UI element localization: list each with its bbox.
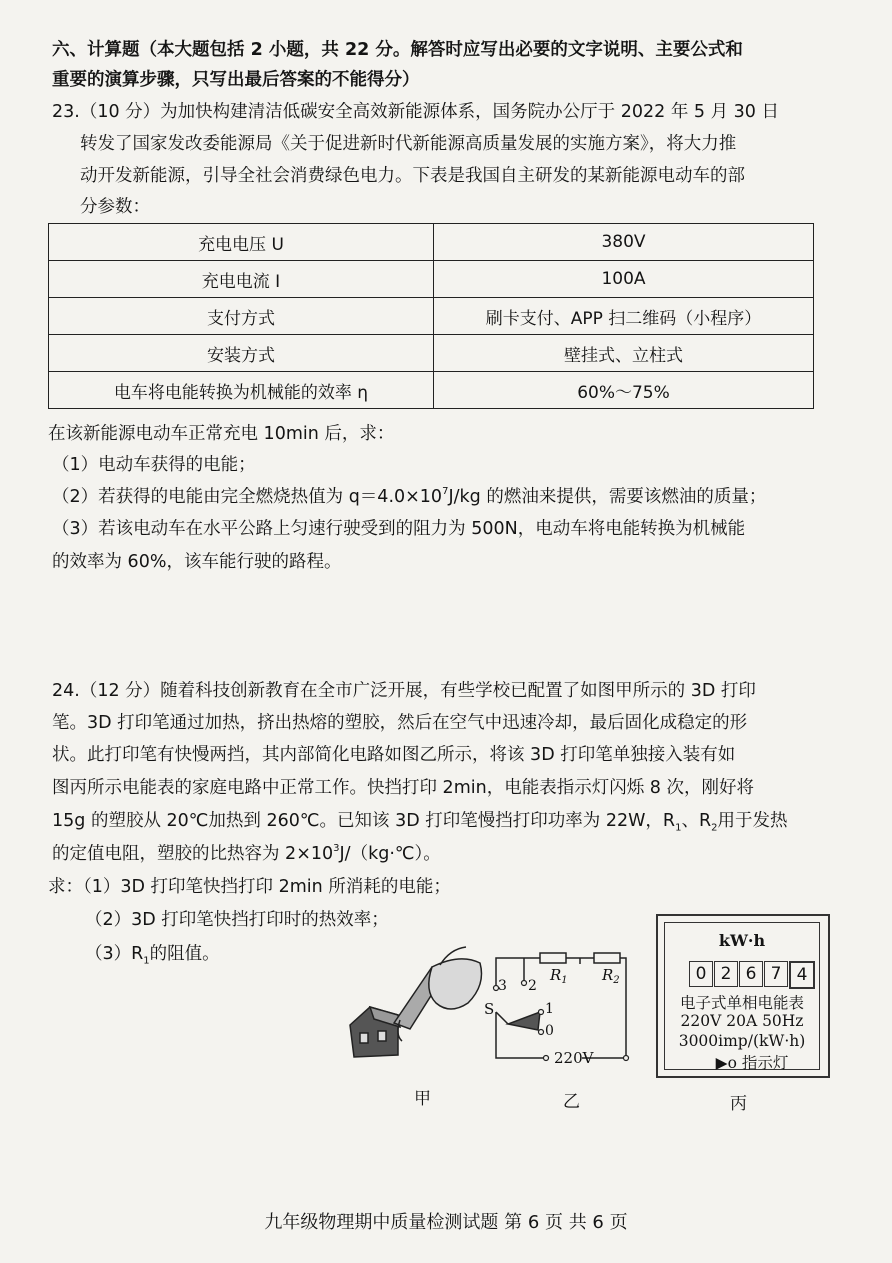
q23-stem-line2: 转发了国家发改委能源局《关于促进新时代新能源高质量发展的实施方案》，将大力推 xyxy=(80,134,737,154)
table-cell: 支付方式 xyxy=(49,298,434,335)
resistor-r1 xyxy=(540,953,566,963)
table-row xyxy=(49,372,814,409)
terminal-right xyxy=(624,1056,629,1061)
meter-digit-decimal: 4 xyxy=(789,961,815,989)
q23-after-table: 在该新能源电动车正常充电 10min 后，求： xyxy=(48,424,395,444)
table-row xyxy=(49,224,814,261)
label-contact-2: 2 xyxy=(528,978,537,994)
q24-ask: 求：（1）3D 打印笔快挡打印 2min 所消耗的电能； xyxy=(48,877,451,897)
q23-stem-line4: 分参数： xyxy=(80,197,150,217)
switch-blade xyxy=(508,1012,540,1030)
label-r1: $R_1$ xyxy=(550,966,568,986)
electricity-meter xyxy=(656,914,830,1078)
table-cell: 刷卡支付、APP 扫二维码（小程序） xyxy=(434,298,814,335)
q24-stem-line1: 24.（12 分）随着科技创新教育在全市广泛开展，有些学校已配置了如图甲所示的 3D 打印 xyxy=(52,681,756,701)
meter-digit: 0 xyxy=(689,961,713,987)
table-cell: 充电电压 U xyxy=(49,224,434,261)
meter-digits xyxy=(689,961,816,989)
contact-1 xyxy=(539,1010,544,1015)
meter-ratings: 220V 20A 50Hz xyxy=(680,1012,804,1030)
label-voltage: 220V xyxy=(554,1049,594,1067)
contact-2 xyxy=(522,981,527,986)
q23-stem-line1: 23.（10 分）为加快构建清洁低碳安全高效新能源体系，国务院办公厅于 2022 年 5 月 30 日 xyxy=(52,102,779,122)
table-cell: 安装方式 xyxy=(49,335,434,372)
q24-part2: （2）3D 打印笔快挡打印时的热效率； xyxy=(85,910,389,930)
table-row xyxy=(49,298,814,335)
table-row xyxy=(49,335,814,372)
figure-label-jia: 甲 xyxy=(414,1089,431,1109)
q23-part2: （2）若获得的电能由完全燃烧热值为 $q=4.0\times 10^7J/kg$ 的燃油来提供，需要该燃油的质量； xyxy=(52,486,767,507)
table-row xyxy=(49,261,814,298)
meter-indicator: ▶o 指示灯 xyxy=(715,1054,789,1072)
q24-part3: $(3)R_1$的阻值。 xyxy=(85,944,220,967)
printed-model xyxy=(350,1007,400,1057)
figure-label-bing: 丙 xyxy=(730,1094,747,1114)
table-cell: 充电电流 I xyxy=(49,261,434,298)
meter-name: 电子式单相电能表 xyxy=(679,994,804,1012)
table-cell: 电车将电能转换为机械能的效率 η xyxy=(49,372,434,409)
meter-panel xyxy=(664,922,820,1070)
q24-stem-line2: 笔。3D 打印笔通过加热，挤出热熔的塑胶，然后在空气中迅速冷却，最后固化成稳定的形 xyxy=(52,713,748,733)
label-contact-3: 3 xyxy=(498,978,507,994)
label-r2: $R_2$ xyxy=(602,966,620,986)
q23-stem-line3: 动开发新能源，引导全社会消费绿色电力。下表是我国自主研发的某新能源电动车的部 xyxy=(80,166,745,186)
meter-imp: 3000imp/(kW·h) xyxy=(678,1032,806,1050)
q23-part3-line1: （3）若该电动车在水平公路上匀速行驶受到的阻力为 500N，电动车将电能转换为机械能 xyxy=(52,519,746,539)
meter-digit: 7 xyxy=(764,961,788,987)
circuit-diagram xyxy=(484,950,644,1070)
table-cell: 380V xyxy=(434,224,814,261)
q24-stem-line5: 15g 的塑胶从 20℃加热到 260℃。已知该 3D 打印笔慢挡打印功率为 22W，$R_1$、$R_2$用于发热 xyxy=(52,811,788,834)
label-contact-1: 1 xyxy=(545,1001,554,1017)
q24-stem-line4: 图丙所示电能表的家庭电路中正常工作。快挡打印 2min，电能表指示灯闪烁 8 次，刚好将 xyxy=(52,778,754,798)
q23-part1: （1）电动车获得的电能； xyxy=(52,455,256,475)
page-footer: 九年级物理期中质量检测试题 第 6 页 共 6 页 xyxy=(264,1212,628,1233)
table-cell: 100A xyxy=(434,261,814,298)
section-heading-line1: 六、计算题（本大题包括 2 小题，共 22 分。解答时应写出必要的文字说明、主要公式和 xyxy=(52,40,743,60)
meter-digit: 2 xyxy=(714,961,738,987)
contact-0 xyxy=(539,1030,544,1035)
circuit-wire xyxy=(496,1012,508,1024)
q24-stem-line3: 状。此打印笔有快慢两挡，其内部简化电路如图乙所示，将该 3D 打印笔单独接入装有如 xyxy=(52,745,736,765)
terminal-left xyxy=(544,1056,549,1061)
q24-stem-line6: 的定值电阻，塑胶的比热容为 $2\times 10^3J/(kg\cdot℃)$。 xyxy=(52,843,441,864)
pen-and-hand xyxy=(394,947,482,1041)
section-heading-line2: 重要的演算步骤，只写出最后答案的不能得分） xyxy=(52,70,420,90)
parameter-table xyxy=(48,223,814,409)
meter-unit: kW·h xyxy=(718,931,766,950)
resistor-r2 xyxy=(594,953,620,963)
label-contact-0: 0 xyxy=(545,1023,554,1039)
table-cell: 60%～75% xyxy=(434,372,814,409)
label-switch: S xyxy=(484,1000,495,1018)
table-cell: 壁挂式、立柱式 xyxy=(434,335,814,372)
pen-illustration xyxy=(340,945,490,1065)
figure-label-yi: 乙 xyxy=(563,1092,580,1112)
meter-digit: 6 xyxy=(739,961,763,987)
q23-part3-line2: 的效率为 60%，该车能行驶的路程。 xyxy=(52,552,342,572)
